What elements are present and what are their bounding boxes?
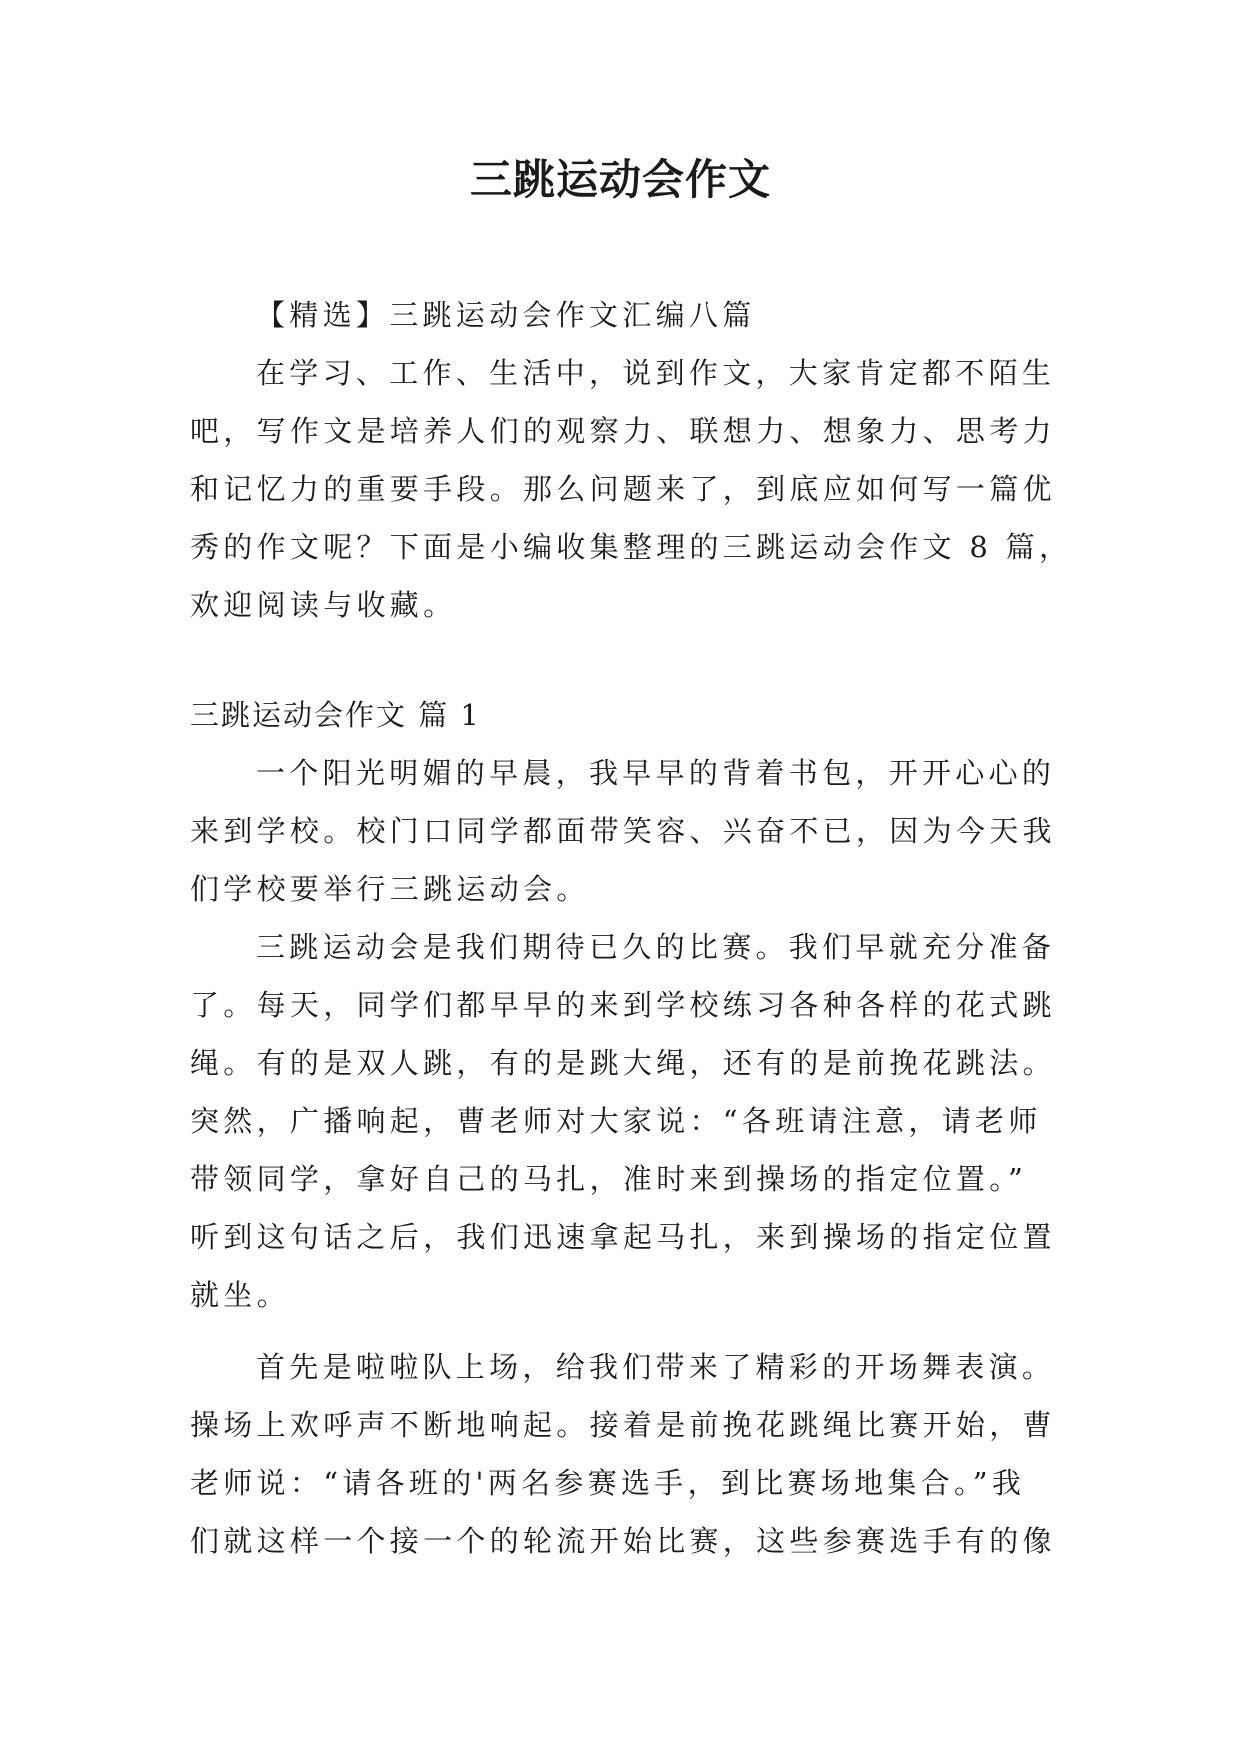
- paragraph-gap: [190, 1324, 1052, 1338]
- document-body: [190, 286, 1073, 1570]
- paragraph-line: 突然，广播响起，曹老师对大家说：“各班请注意，请老师: [190, 1104, 1042, 1138]
- paragraph-line: 了。每天，同学们都早早的来到学校练习各种各样的花式跳: [190, 988, 1056, 1022]
- paragraph-line: 绳。有的是双人跳，有的是跳大绳，还有的是前挽花跳法。: [190, 1046, 1056, 1080]
- intro-line: 和记忆力的重要手段。那么问题来了，到底应如何写一篇优: [190, 472, 1056, 506]
- paragraph-line: 一个阳光明媚的早晨，我早早的背着书包，开开心心的: [256, 756, 1056, 790]
- document-title: 三跳运动会作文: [469, 155, 771, 204]
- section-heading: 三跳运动会作文 篇 1: [190, 698, 481, 732]
- section-gap: [190, 634, 1052, 686]
- intro-line: 在学习、工作、生活中，说到作文，大家肯定都不陌生: [256, 356, 1056, 390]
- intro-line: 欢迎阅读与收藏。: [190, 588, 457, 622]
- paragraph-line: 带领同学，拿好自己的马扎，准时来到操场的指定位置。”: [190, 1162, 1028, 1196]
- paragraph-line: 操场上欢呼声不断地响起。接着是前挽花跳绳比赛开始，曹: [190, 1408, 1056, 1442]
- paragraph-line: 们就这样一个接一个的轮流开始比赛，这些参赛选手有的像: [190, 1524, 1056, 1558]
- paragraph-line: 就坐。: [190, 1278, 290, 1312]
- intro-line: 吧，写作文是培养人们的观察力、联想力、想象力、思考力: [190, 414, 1056, 448]
- paragraph-line: 首先是啦啦队上场，给我们带来了精彩的开场舞表演。: [256, 1350, 1056, 1384]
- paragraph-line: 听到这句话之后，我们迅速拿起马扎，来到操场的指定位置: [190, 1220, 1056, 1254]
- paragraph-line: 们学校要举行三跳运动会。: [190, 872, 590, 906]
- paragraph-line: 三跳运动会是我们期待已久的比赛。我们早就充分准备: [256, 930, 1056, 964]
- intro-line: 秀的作文呢？下面是小编收集整理的三跳运动会作文 8 篇，: [190, 530, 1073, 564]
- intro-lead: 【精选】三跳运动会作文汇编八篇: [256, 298, 756, 332]
- paragraph-line: 老师说：“请各班的'两名参赛选手，到比赛场地集合。”我: [190, 1466, 1026, 1500]
- paragraph-line: 来到学校。校门口同学都面带笑容、兴奋不已，因为今天我: [190, 814, 1056, 848]
